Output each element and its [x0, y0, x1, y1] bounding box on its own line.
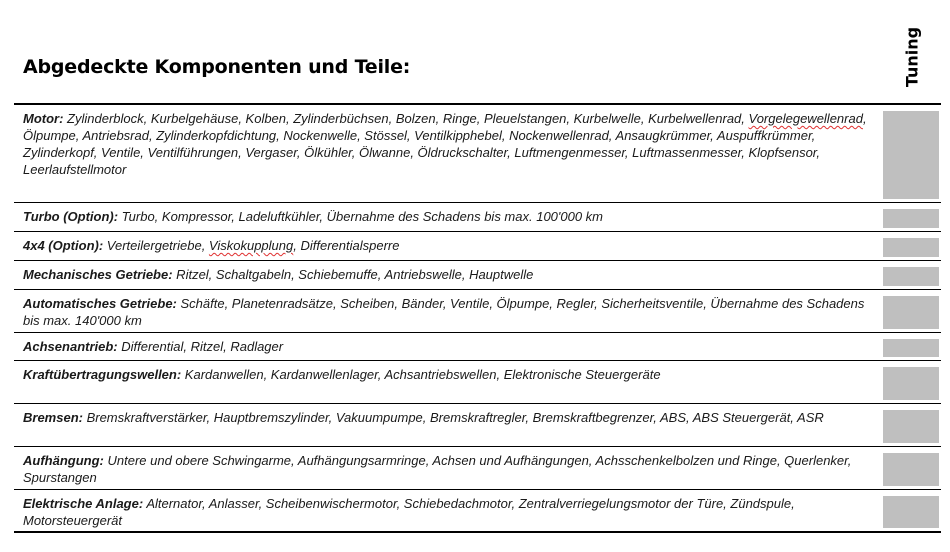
tuning-cell: [883, 111, 939, 199]
table-row-bremsen: [14, 404, 941, 447]
spelling-marked-word: Vorgelegewellenrad: [748, 111, 863, 126]
tuning-cell: [883, 209, 939, 228]
table-row-aufhaengung: [14, 447, 941, 490]
page-title: Abgedeckte Komponenten und Teile:: [23, 56, 411, 78]
tuning-cell: [883, 453, 939, 486]
row-label: Automatisches Getriebe:: [23, 296, 177, 311]
row-text: Elektrische Anlage: Alternator, Anlasser, Scheibenwischermotor, Schiebedachmotor, Zentralverriegelungsmotor der Türe, Zündspule, Motorsteuergerät: [23, 496, 795, 528]
tuning-cell: [883, 267, 939, 286]
row-label: Motor:: [23, 111, 64, 126]
row-text: Automatisches Getriebe: Schäfte, Planetenradsätze, Scheiben, Bänder, Ventile, Ölpumpe, Regler, Sicherheitsventile, Übernahme des Schadens bis max. 140'000 km: [23, 296, 865, 328]
spelling-marked-word: Viskokupplung: [208, 238, 294, 253]
table-row-elektrische-anlage: [14, 490, 941, 533]
column-header-tuning: [897, 18, 927, 96]
row-text: Turbo (Option): Turbo, Kompressor, Ladeluftkühler, Übernahme des Schadens bis max. 100'000 km: [23, 209, 604, 224]
row-text: Bremsen: Bremskraftverstärker, Hauptbremszylinder, Vakuumpumpe, Bremskraftregler, Bremskraftbegrenzer, ABS, ABS Steuergerät, ASR: [23, 410, 824, 425]
row-text: Motor: Zylinderblock, Kurbelgehäuse, Kolben, Zylinderbüchsen, Bolzen, Ringe, Pleuelstangen, Kurbelwelle, Kurbelwellenrad, Vorgelegewellenrad, Ölpumpe, Antriebsrad, Zylinderkopfdichtung, Nockenwelle, Stössel, Ventilkipphebel, Nockenwellenrad, Ansaugkrümmer, Auspuffkrümmer, Zylinderkopf, Ventile, Ventilführungen, Vergaser, Ölkühler, Ölwanne, Öldruckschalter, Luftmengenmesser, Luftmassenmesser, Klopfsensor, Leerlaufstellmotor: [23, 111, 867, 177]
table-row-automatisches-getriebe: [14, 290, 941, 333]
row-text: 4x4 (Option): Verteilergetriebe, Viskokupplung, Differentialsperre: [23, 238, 400, 253]
table-row-achsenantrieb: [14, 333, 941, 361]
row-label: Aufhängung:: [23, 453, 104, 468]
row-label: Turbo (Option):: [23, 209, 119, 224]
row-label: Kraftübertragungswellen:: [23, 367, 182, 382]
tuning-cell: [883, 339, 939, 357]
row-label: Achsenantrieb:: [23, 339, 118, 354]
row-label: Elektrische Anlage:: [23, 496, 144, 511]
table-row-4x4: [14, 232, 941, 261]
table-row-turbo: [14, 203, 941, 232]
components-table: [14, 103, 941, 533]
row-label: 4x4 (Option):: [23, 238, 104, 253]
row-text: Achsenantrieb: Differential, Ritzel, Radlager: [23, 339, 284, 354]
row-text: Kraftübertragungswellen: Kardanwellen, Kardanwellenlager, Achsantriebswellen, Elektronische Steuergeräte: [23, 367, 661, 382]
table-row-mechanisches-getriebe: [14, 261, 941, 290]
row-text: Mechanisches Getriebe: Ritzel, Schaltgabeln, Schiebemuffe, Antriebswelle, Hauptwelle: [23, 267, 534, 282]
tuning-cell: [883, 496, 939, 528]
table-row-motor: [14, 105, 941, 203]
tuning-cell: [883, 367, 939, 400]
row-label: Mechanisches Getriebe:: [23, 267, 173, 282]
row-text: Aufhängung: Untere und obere Schwingarme, Aufhängungsarmringe, Achsen und Aufhängungen, Achsschenkelbolzen und Ringe, Querlenker, Spurstangen: [23, 453, 852, 485]
tuning-cell: [883, 238, 939, 257]
table-row-kraftuebertragungswellen: [14, 361, 941, 404]
tuning-cell: [883, 410, 939, 443]
row-label: Bremsen:: [23, 410, 83, 425]
tuning-cell: [883, 296, 939, 329]
column-header-label: Tuning: [902, 26, 922, 88]
